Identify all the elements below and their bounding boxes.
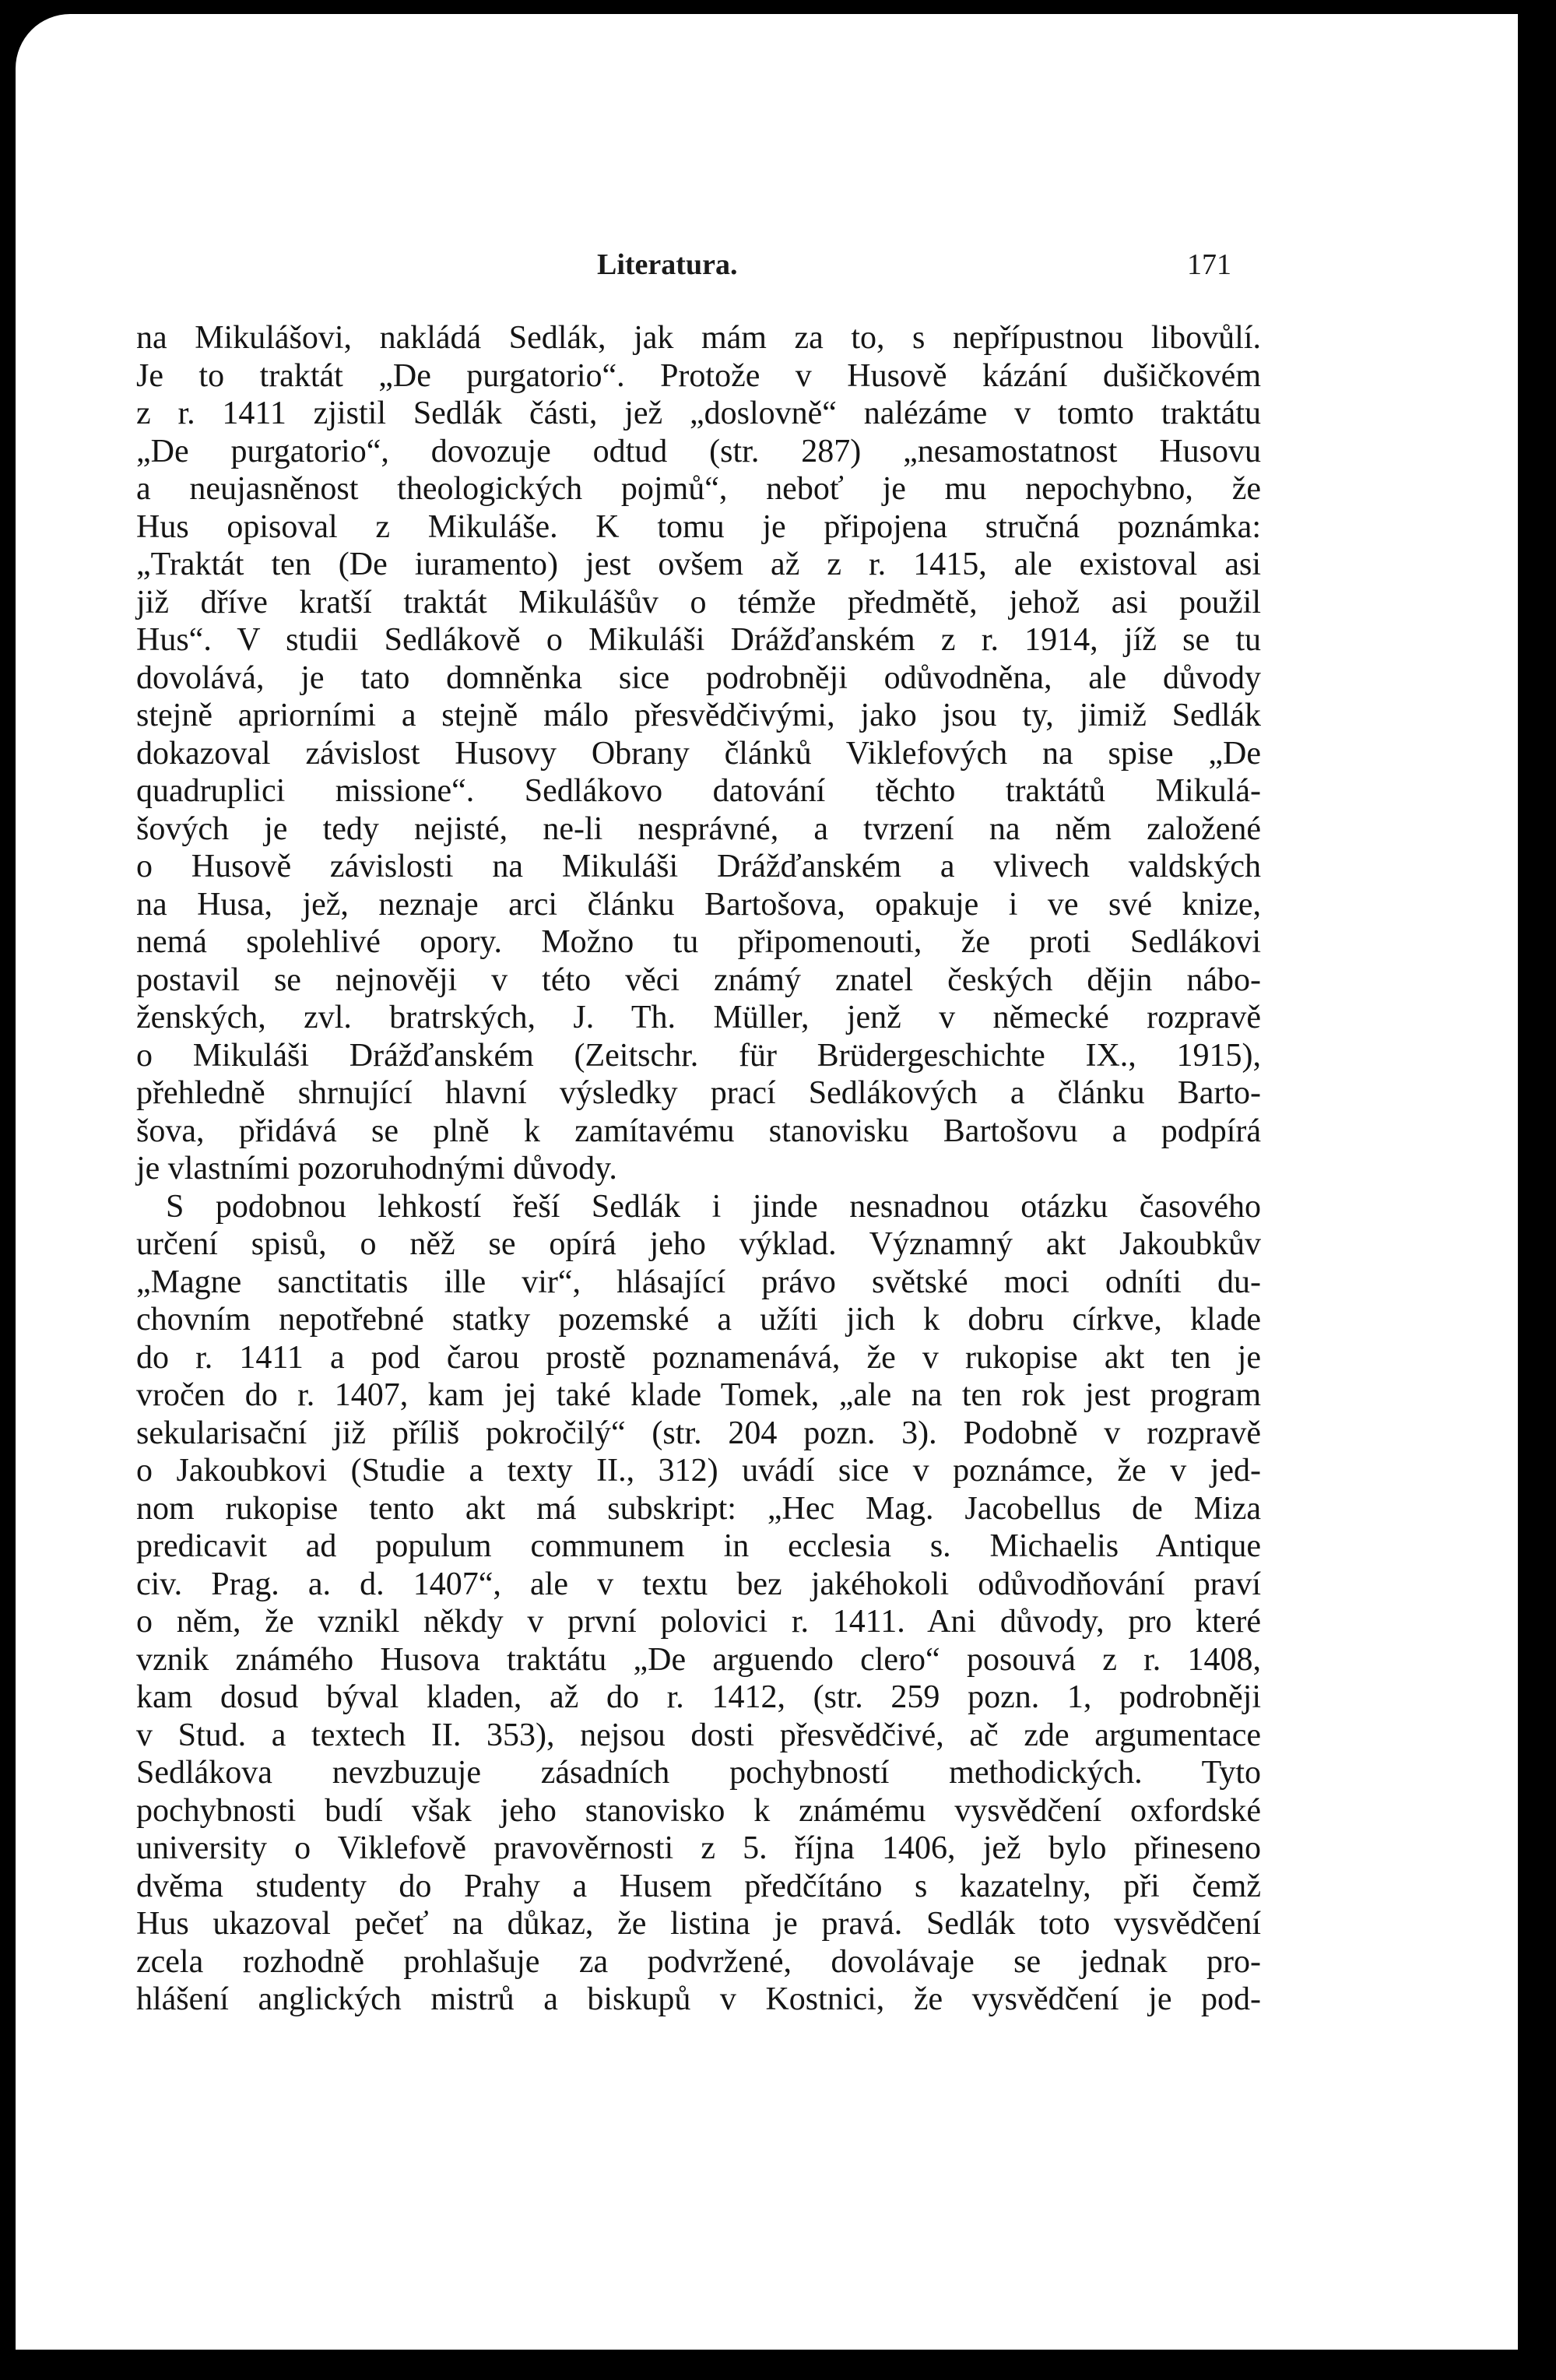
text-line: vznik známého Husova traktátu „De arguendo clero“ posouvá z r. 1408, bbox=[136, 1641, 1261, 1678]
text-line: již dříve kratší traktát Mikulášův o témže předmětě, jehož asi použil bbox=[136, 584, 1261, 620]
page-header bbox=[16, 248, 1518, 294]
text-line: predicavit ad populum communem in ecclesia s. Michaelis Antique bbox=[136, 1528, 1261, 1564]
text-line: Hus opisoval z Mikuláše. K tomu je připojena stručná poznámka: bbox=[136, 508, 1261, 545]
page-number: 171 bbox=[1187, 248, 1231, 281]
text-line: Sedlákova nevzbuzuje zásadních pochybností methodických. Tyto bbox=[136, 1755, 1261, 1791]
text-line: o něm, že vznikl někdy v první polovici r. 1411. Ani důvody, pro které bbox=[136, 1604, 1261, 1640]
text-line: z r. 1411 zjistil Sedlák části, jež „doslovně“ nalézáme v tomto traktátu bbox=[136, 395, 1261, 431]
text-line: dvěma studenty do Prahy a Husem předčítáno s kazatelny, při čemž bbox=[136, 1868, 1261, 1904]
text-line: šových je tedy nejisté, ne-li nesprávné, a tvrzení na něm založené bbox=[136, 810, 1261, 847]
text-line: zcela rozhodně prohlašuje za podvržené, dovolávaje se jednak pro- bbox=[136, 1943, 1261, 1980]
text-line: „Traktát ten (De iuramento) jest ovšem až z r. 1415, ale existoval asi bbox=[136, 547, 1261, 582]
body-text bbox=[136, 319, 1261, 2019]
text-line: o Husově závislosti na Mikuláši Drážďanském a vlivech valdských bbox=[136, 849, 1261, 884]
text-line: Hus“. V studii Sedlákově o Mikuláši Drážďanském z r. 1914, jíž se tu bbox=[136, 622, 1261, 658]
text-line: civ. Prag. a. d. 1407“, ale v textu bez jakéhokoli odůvodňování praví bbox=[136, 1566, 1261, 1602]
text-line: do r. 1411 a pod čarou prostě poznamenává, že v rukopise akt ten je bbox=[136, 1339, 1261, 1376]
text-line: ženských, zvl. bratrských, J. Th. Müller, jenž v německé rozpravě bbox=[136, 1000, 1261, 1035]
text-line: stejně apriorními a stejně málo přesvědčivými, jako jsou ty, jimiž Sedlák bbox=[136, 698, 1261, 733]
text-line: university o Viklefově pravověrnosti z 5. října 1406, jež bylo přineseno bbox=[136, 1830, 1261, 1866]
text-line: přehledně shrnující hlavní výsledky prací Sedlákových a článku Barto- bbox=[136, 1075, 1261, 1111]
text-line: určení spisů, o něž se opírá jeho výklad. Významný akt Jakoubkův bbox=[136, 1226, 1261, 1262]
text-line: pochybnosti budí však jeho stanovisko k známému vysvědčení oxfordské bbox=[136, 1792, 1261, 1829]
text-line: o Jakoubkovi (Studie a texty II., 312) uvádí sice v poznámce, že v jed- bbox=[136, 1453, 1261, 1489]
text-line: je vlastními pozoruhodnými důvody. bbox=[136, 1151, 617, 1186]
text-line: nemá spolehlivé opory. Možno tu připomenouti, že proti Sedlákovi bbox=[136, 924, 1261, 960]
text-line: nom rukopise tento akt má subskript: „Hec Mag. Jacobellus de Miza bbox=[136, 1490, 1261, 1527]
text-line: quadruplici missione“. Sedlákovo datování těchto traktátů Mikulá- bbox=[136, 773, 1261, 809]
text-line: šova, přidává se plně k zamítavému stanovisku Bartošovu a podpírá bbox=[136, 1113, 1261, 1149]
text-line: kam dosud býval kladen, až do r. 1412, (str. 259 pozn. 1, podrobněji bbox=[136, 1679, 1261, 1715]
text-line: dovolává, je tato domněnka sice podrobněji odůvodněna, ale důvody bbox=[136, 659, 1261, 696]
text-line: „Magne sanctitatis ille vir“, hlásající právo světské moci odníti du- bbox=[136, 1264, 1261, 1300]
running-title: Literatura. bbox=[597, 248, 738, 281]
text-line: o Mikuláši Drážďanském (Zeitschr. für Brüdergeschichte IX., 1915), bbox=[136, 1037, 1261, 1074]
text-line: chovním nepotřebné statky pozemské a užíti jich k dobru církve, klade bbox=[136, 1302, 1261, 1338]
text-line: sekularisační již příliš pokročilý“ (str. 204 pozn. 3). Podobně v rozpravě bbox=[136, 1415, 1261, 1451]
book-page bbox=[16, 14, 1518, 2350]
text-line: hlášení anglických mistrů a biskupů v Kostnici, že vysvědčení je pod- bbox=[136, 1981, 1261, 2017]
text-line: na Mikulášovi, nakládá Sedlák, jak mám za to, s nepřípustnou libovůlí. bbox=[136, 320, 1261, 356]
text-line: a neujasněnost theologických pojmů“, neboť je mu nepochybno, že bbox=[136, 471, 1261, 507]
text-line: vročen do r. 1407, kam jej také klade Tomek, „ale na ten rok jest program bbox=[136, 1377, 1261, 1413]
text-line: Je to traktát „De purgatorio“. Protože v Husově kázání dušičkovém bbox=[136, 357, 1261, 394]
text-line: postavil se nejnověji v této věci známý znatel českých dějin nábo- bbox=[136, 961, 1261, 998]
text-line: „De purgatorio“, dovozuje odtud (str. 287) „nesamostatnost Husovu bbox=[136, 433, 1261, 469]
text-line: dokazoval závislost Husovy Obrany článků Viklefových na spise „De bbox=[136, 735, 1261, 772]
text-line: na Husa, jež, neznaje arci článku Bartošova, opakuje i ve své knize, bbox=[136, 886, 1261, 923]
text-line: S podobnou lehkostí řeší Sedlák i jinde nesnadnou otázku časového bbox=[166, 1188, 1261, 1225]
text-line: Hus ukazoval pečeť na důkaz, že listina je pravá. Sedlák toto vysvědčení bbox=[136, 1906, 1261, 1942]
text-line: v Stud. a textech II. 353), nejsou dosti přesvědčivé, ač zde argumentace bbox=[136, 1717, 1261, 1753]
